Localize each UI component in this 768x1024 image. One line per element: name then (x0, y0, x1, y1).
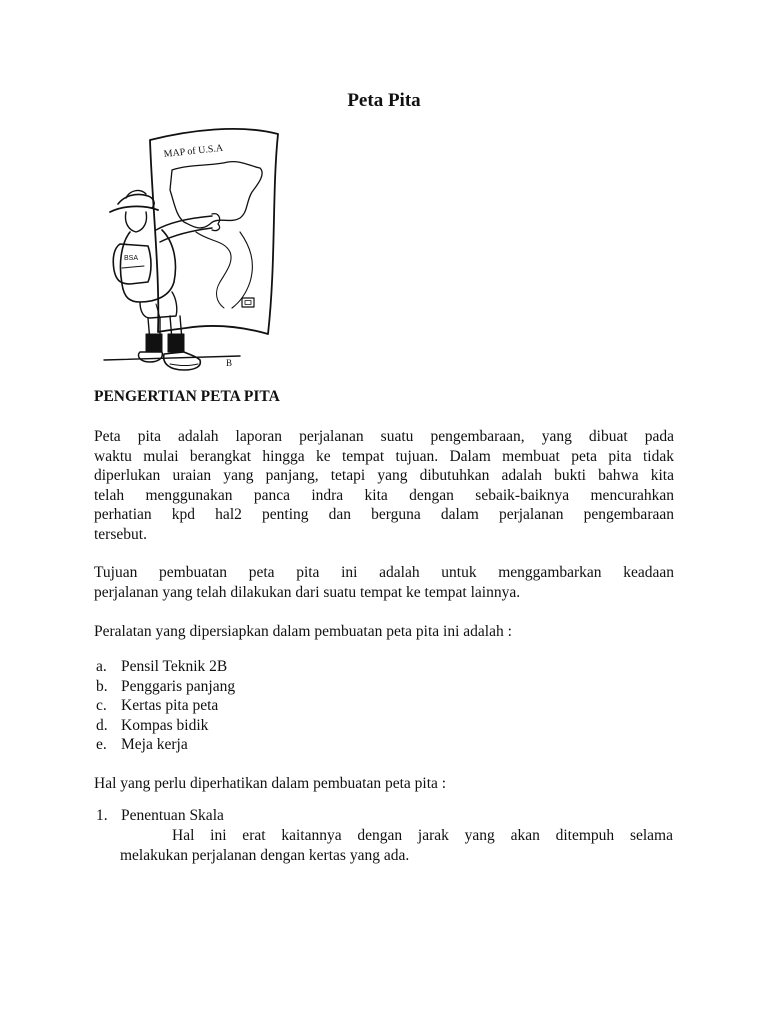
step-description (120, 826, 673, 865)
list-item (94, 716, 235, 736)
scout-map-illustration (100, 112, 282, 382)
paragraph-line: Peta pita adalah laporan perjalanan suatu pengembaraan, yang dibuat pada (94, 428, 674, 445)
list-item-text: Penggaris panjang (121, 677, 236, 695)
paragraph-line: perhatian kpd hal2 penting dan berguna dalam perjalanan pengembaraan (94, 506, 674, 524)
steps-list (94, 806, 224, 826)
list-item-text: Pensil Teknik 2B (121, 658, 228, 675)
paragraph-line: waktu mulai berangkat hingga ke tempat tujuan. Dalam membuat peta pita tidak (94, 447, 674, 465)
paragraph-line: melakukan perjalanan dengan kertas yang ada. (120, 846, 410, 864)
list-marker: e. (96, 736, 107, 754)
list-item-text: Penentuan Skala (121, 807, 224, 824)
list-marker: c. (96, 697, 107, 715)
paragraph-line: telah menggunakan panca indra kita dengan sebaik-baiknya mencurahkan (94, 486, 674, 504)
list-marker: a. (96, 658, 107, 675)
list-item (94, 677, 235, 697)
list-marker: d. (96, 716, 108, 734)
paragraph-line: Hal ini erat kaitannya dengan jarak yang akan ditempuh selama (172, 827, 673, 844)
page-title: Peta Pita (347, 90, 421, 111)
list-item (94, 696, 235, 716)
paragraph-considerations-intro: Hal yang perlu diperhatikan dalam pembuatan peta pita : (94, 775, 447, 792)
list-marker: b. (96, 677, 108, 695)
list-item-text: Meja kerja (121, 736, 188, 754)
list-item (94, 657, 235, 677)
tools-list (94, 657, 235, 755)
list-item-text: Kertas pita peta (121, 697, 219, 715)
list-item (94, 735, 235, 755)
signature: B (226, 358, 233, 368)
backpack-label: BSA (124, 255, 139, 262)
paragraph-definition (94, 427, 674, 545)
section-heading: PENGERTIAN PETA PITA (94, 388, 280, 405)
paragraph-purpose (94, 563, 674, 602)
list-item-text: Kompas bidik (121, 716, 209, 734)
paragraph-tools-intro: Peralatan yang dipersiapkan dalam pembuatan peta pita ini adalah : (94, 623, 512, 640)
paragraph-line: Tujuan pembuatan peta pita ini adalah untuk menggambarkan keadaan (94, 564, 674, 581)
list-marker: 1. (96, 807, 108, 824)
paragraph-line: diperlukan uraian yang panjang, tetapi yang dibutuhkan adalah bukti bahwa kita (94, 467, 674, 485)
map-label: MAP of U.S.A (163, 142, 224, 160)
paragraph-line: tersebut. (94, 525, 147, 543)
paragraph-line: perjalanan yang telah dilakukan dari suatu tempat ke tempat lainnya. (94, 583, 521, 601)
list-item (94, 806, 224, 826)
